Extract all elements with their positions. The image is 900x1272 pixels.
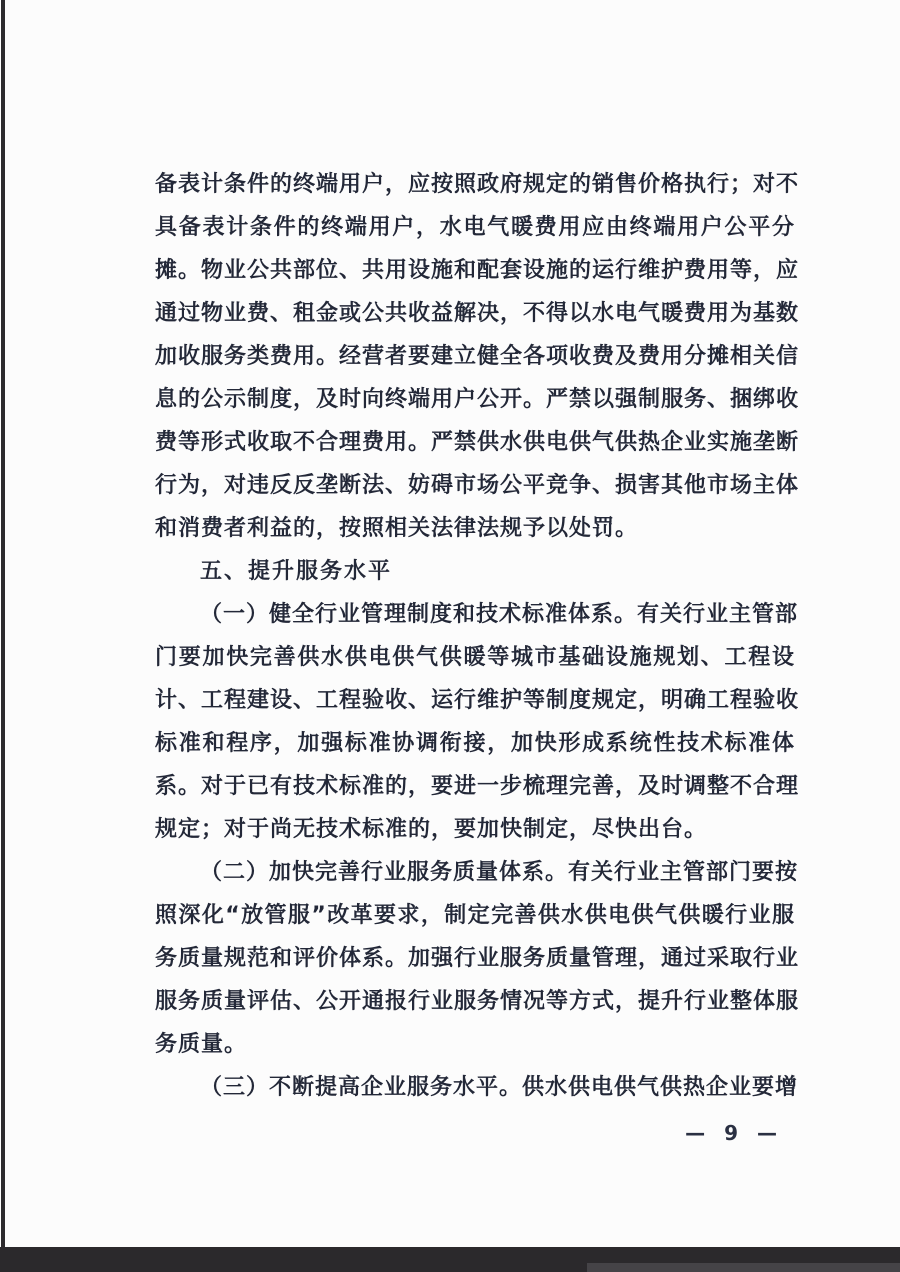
text-line: （一）健全行业管理制度和技术标准体系。有关行业主管部 (200, 602, 799, 627)
text-line: 服务质量评估、公开通报行业服务情况等方式，提升行业整体服 (155, 989, 800, 1014)
text-line: 行为，对违反反垄断法、妨碍市场公平竞争、损害其他市场主体 (155, 473, 800, 498)
text-line: 通过物业费、租金或公共收益解决，不得以水电气暖费用为基数 (155, 301, 800, 326)
text-line: 费等形式收取不合理费用。严禁供水供电供气供热企业实施垄断 (155, 430, 800, 455)
section-heading: 五、提升服务水平 (200, 559, 393, 584)
text-line: 加收服务类费用。经营者要建立健全各项收费及费用分摊相关信 (155, 344, 800, 369)
text-line: 务质量。 (155, 1032, 248, 1057)
text-line: 具备表计条件的终端用户，水电气暖费用应由终端用户公平分 (155, 215, 795, 240)
text-line: 务质量规范和评价体系。加强行业服务质量管理，通过采取行业 (155, 946, 800, 971)
text-line: （二）加快完善行业服务质量体系。有关行业主管部门要按 (200, 860, 799, 885)
text-line: 计、工程建设、工程验收、运行维护等制度规定，明确工程验收 (155, 688, 800, 713)
scan-bottom-border-light (587, 1263, 900, 1272)
text-line: 标准和程序，加强标准协调衔接，加快形成系统性技术标准体 (155, 731, 795, 756)
text-line: （三）不断提高企业服务水平。供水供电供气供热企业要增 (200, 1075, 799, 1100)
text-line: 规定；对于尚无技术标准的，要加快制定，尽快出台。 (155, 817, 708, 842)
text-line: 门要加快完善供水供电供气供暖等城市基础设施规划、工程设 (155, 645, 795, 670)
document-body (155, 163, 800, 1145)
text-line: 息的公示制度，及时向终端用户公开。严禁以强制服务、捆绑收 (155, 387, 800, 412)
text-line: 和消费者利益的，按照相关法律法规予以处罚。 (155, 516, 639, 541)
text-line: 摊。物业公共部位、共用设施和配套设施的运行维护费用等，应 (155, 258, 800, 283)
scan-left-border (1, 0, 5, 1252)
text-line: 系。对于已有技术标准的，要进一步梳理完善，及时调整不合理 (155, 774, 800, 799)
text-line: 备表计条件的终端用户，应按照政府规定的销售价格执行；对不 (155, 172, 800, 197)
text-line: 照深化“放管服”改革要求，制定完善供水供电供气供暖行业服 (155, 903, 795, 928)
page-number: — 9 — (685, 1121, 783, 1145)
